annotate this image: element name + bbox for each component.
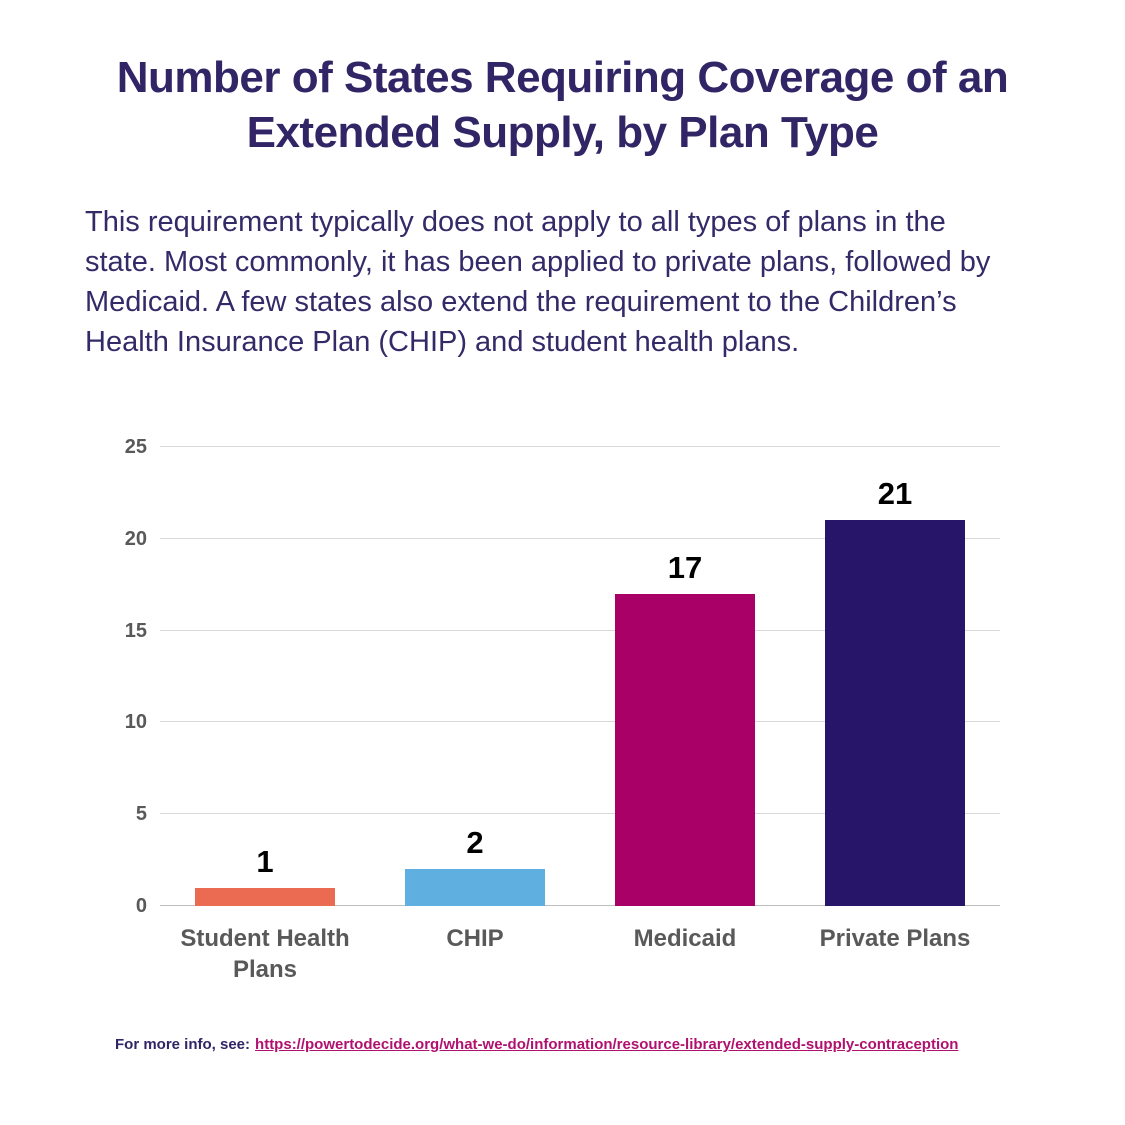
bar-medicaid (615, 594, 755, 906)
page-title-line-2: Extended Supply, by Plan Type (246, 108, 879, 157)
bar-private-plans (825, 520, 965, 906)
footer-link[interactable]: https://powertodecide.org/what-we-do/information/resource-library/extended-supply-contraception (255, 1036, 959, 1053)
bar-slot-student-health-plans (160, 447, 370, 983)
page-title-line-1: Number of States Requiring Coverage of an (116, 53, 1009, 102)
description-text: This requirement typically does not apply to all types of plans in the state. Most commonly, it has been applied to private plans, followed by Medicaid. A few states also extend the requirement to the Children’s Health Insurance Plan (CHIP) and student health plans. (85, 206, 991, 358)
y-tick-label-5: 5 (135, 803, 147, 826)
bar-chip (405, 869, 545, 906)
data-label-private-plans: 21 (877, 476, 913, 512)
bar-slot-chip (370, 447, 580, 952)
bar-chart (124, 436, 1000, 983)
y-tick-label-0: 0 (135, 895, 147, 917)
bar-slot-private-plans (790, 447, 1000, 952)
bar-slot-medicaid (580, 447, 790, 952)
data-label-medicaid: 17 (667, 549, 703, 585)
y-tick-label-20: 20 (124, 527, 147, 550)
bar-student-health-plans (195, 888, 335, 906)
x-axis-label-medicaid: Medicaid (633, 925, 737, 952)
y-tick-label-10: 10 (124, 711, 147, 734)
x-axis-label-private-plans: Private Plans (819, 925, 971, 952)
footer (115, 1036, 958, 1053)
footer-label: For more info, see: (115, 1036, 251, 1053)
page-title (0, 50, 1125, 160)
data-label-student-health-plans: 1 (256, 843, 274, 879)
y-tick-label-25: 25 (124, 436, 147, 458)
data-label-chip: 2 (466, 825, 484, 861)
y-tick-label-15: 15 (124, 619, 147, 642)
x-axis-label-student-health-plans: Student Health Plans (180, 925, 350, 983)
x-axis-label-chip: CHIP (446, 925, 504, 952)
